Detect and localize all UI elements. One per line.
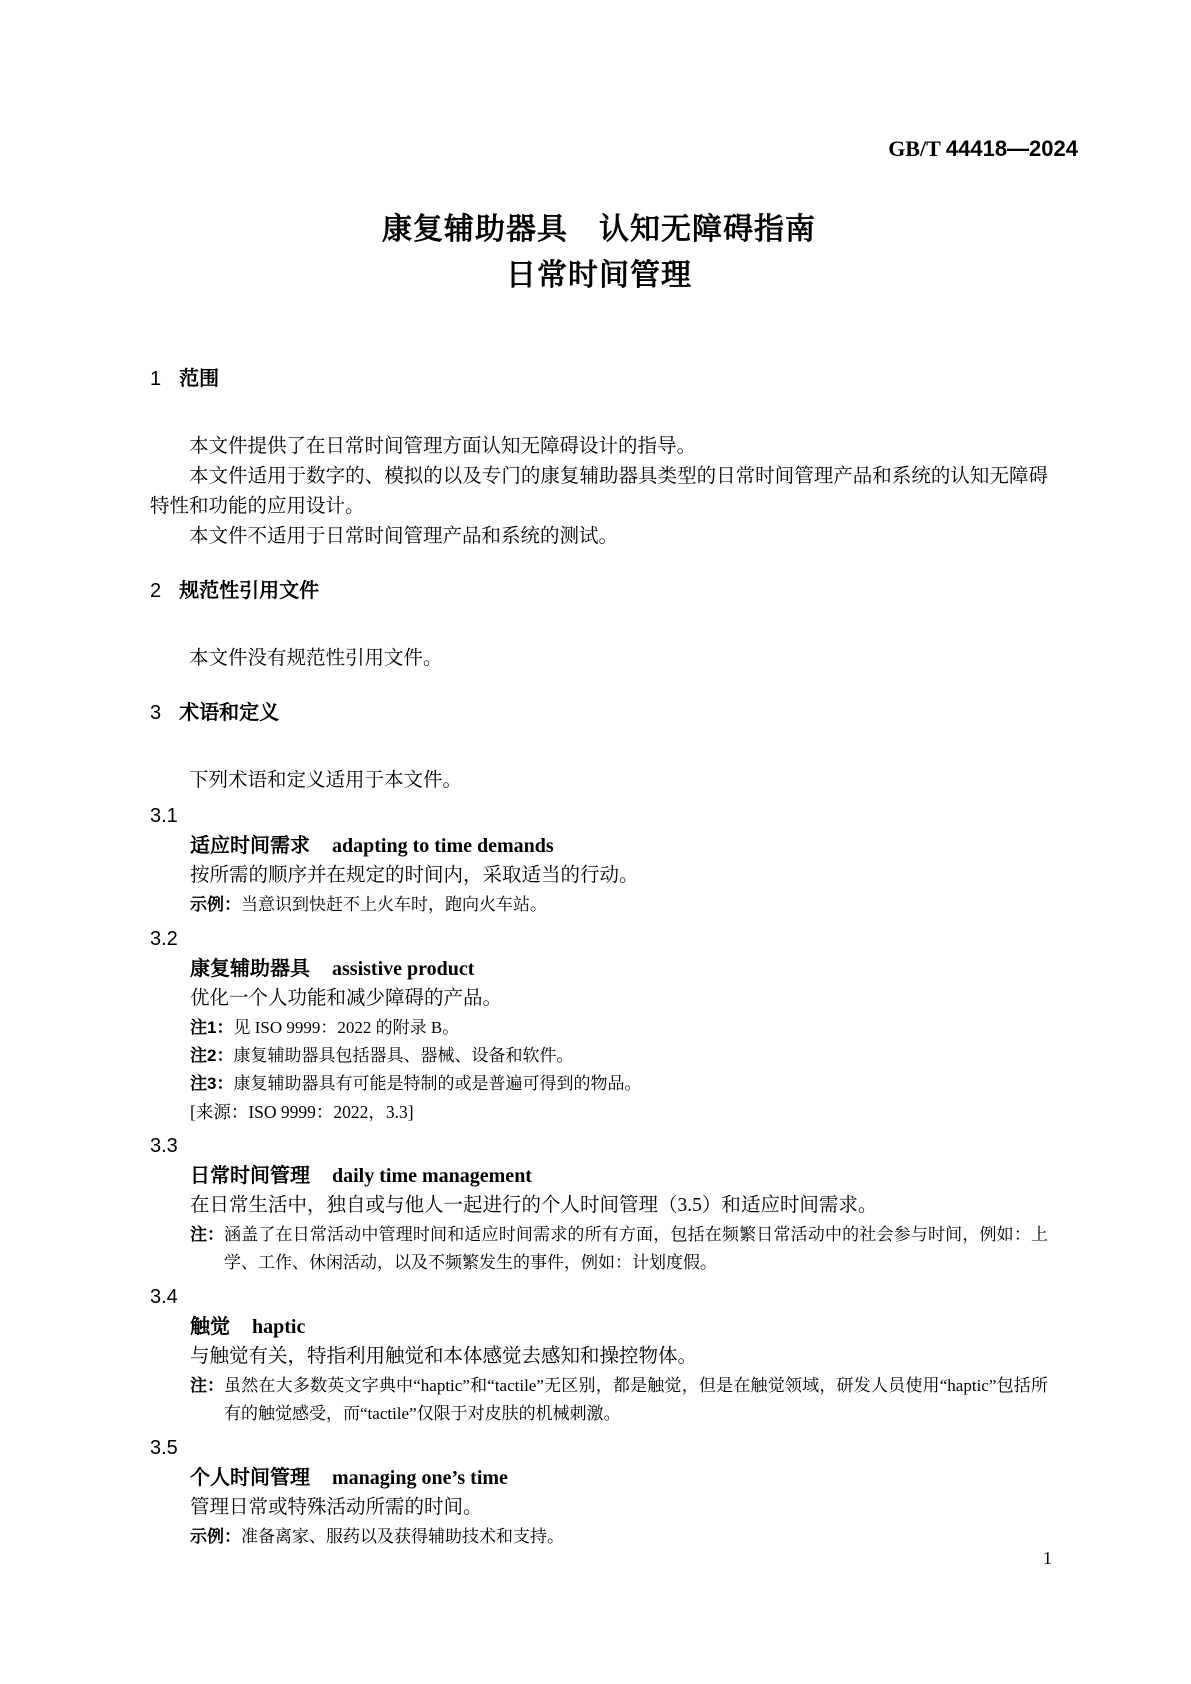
clause-2-title: 规范性引用文件 bbox=[179, 580, 320, 602]
clause-3-title: 术语和定义 bbox=[179, 702, 280, 724]
clause-2-paragraph-1: 本文件没有规范性引用文件。 bbox=[189, 648, 443, 669]
doc-title-line-1: 康复辅助器具 认知无障碍指南 bbox=[382, 213, 816, 246]
term-title-zh: 个人时间管理 bbox=[190, 1467, 310, 1489]
clause-3-heading bbox=[150, 702, 1048, 724]
term-3-2 bbox=[150, 924, 1048, 1126]
clause-1-heading bbox=[150, 368, 1048, 390]
term-definition: 在日常生活中，独自或与他人一起进行的个人时间管理（3.5）和适应时间需求。 bbox=[190, 1195, 878, 1216]
term-3-1 bbox=[150, 801, 1048, 919]
term-3-5 bbox=[150, 1433, 1048, 1551]
term-heading bbox=[150, 1463, 1048, 1493]
note-text: 涵盖了在日常活动中管理时间和适应时间需求的所有方面，包括在频繁日常活动中的社会参与时间，例如：上学、工作、休闲活动，以及不频繁发生的事件，例如：计划度假。 bbox=[224, 1225, 1048, 1272]
clause-2-heading bbox=[150, 580, 1048, 602]
note-text: 虽然在大多数英文字典中“haptic”和“tactile”无区别，都是触觉，但是在触觉领域，研发人员使用“haptic”包括所有的触觉感受，而“tactile”仅限于对皮肤的机械刺激。 bbox=[224, 1376, 1048, 1423]
term-note bbox=[150, 1372, 1048, 1428]
term-heading bbox=[150, 954, 1048, 984]
term-title-en: assistive product bbox=[332, 958, 475, 980]
note-label: 注2： bbox=[190, 1046, 234, 1065]
term-title-zh: 康复辅助器具 bbox=[190, 958, 310, 980]
term-title-en: adapting to time demands bbox=[332, 835, 554, 857]
note-label: 注3： bbox=[190, 1074, 234, 1093]
note-label: 注： bbox=[190, 1376, 224, 1395]
clause-2-number: 2 bbox=[150, 580, 162, 602]
clause-3-number: 3 bbox=[150, 702, 162, 724]
term-title-zh: 适应时间需求 bbox=[190, 835, 310, 857]
doc-code-prefix: GB/T bbox=[888, 136, 941, 161]
term-number: 3.1 bbox=[150, 805, 178, 827]
note-text: 康复辅助器具有可能是特制的或是普遍可得到的物品。 bbox=[233, 1074, 642, 1093]
term-3-4 bbox=[150, 1282, 1048, 1428]
note-text: 康复辅助器具包括器具、器械、设备和软件。 bbox=[233, 1046, 574, 1065]
term-example bbox=[150, 891, 1048, 919]
term-number: 3.3 bbox=[150, 1135, 178, 1157]
term-note-2 bbox=[150, 1042, 1048, 1070]
term-title-zh: 日常时间管理 bbox=[190, 1165, 310, 1187]
term-note-1 bbox=[150, 1014, 1048, 1042]
clause-1-paragraph-2: 本文件适用于数字的、模拟的以及专门的康复辅助器具类型的日常时间管理产品和系统的认知无障碍特性和功能的应用设计。 bbox=[150, 466, 1048, 517]
note-label: 注1： bbox=[190, 1018, 234, 1037]
term-definition: 按所需的顺序并在规定的时间内，采取适当的行动。 bbox=[190, 865, 639, 886]
term-example bbox=[150, 1523, 1048, 1551]
note-text: 见 ISO 9999：2022 的附录 B。 bbox=[233, 1018, 460, 1037]
term-number: 3.4 bbox=[150, 1286, 178, 1308]
term-definition: 管理日常或特殊活动所需的时间。 bbox=[190, 1497, 483, 1518]
term-note-3 bbox=[150, 1070, 1048, 1098]
page-number: 1 bbox=[1043, 1548, 1052, 1568]
clause-1-paragraph-1: 本文件提供了在日常时间管理方面认知无障碍设计的指导。 bbox=[189, 436, 697, 457]
page-content bbox=[0, 138, 1191, 1551]
clause-1-title: 范围 bbox=[179, 368, 220, 390]
doc-title-line-2: 日常时间管理 bbox=[506, 259, 692, 292]
term-title-zh: 触觉 bbox=[190, 1316, 230, 1338]
term-heading bbox=[150, 831, 1048, 861]
term-3-3 bbox=[150, 1131, 1048, 1277]
term-definition: 优化一个人功能和减少障碍的产品。 bbox=[190, 988, 503, 1009]
clause-3-intro: 下列术语和定义适用于本文件。 bbox=[189, 770, 463, 791]
doc-title bbox=[150, 207, 1048, 299]
term-source: [来源：ISO 9999：2022，3.3] bbox=[190, 1102, 414, 1122]
clause-1-number: 1 bbox=[150, 368, 162, 390]
example-text: 准备离家、服药以及获得辅助技术和支持。 bbox=[241, 1527, 564, 1546]
term-heading bbox=[150, 1312, 1048, 1342]
term-number: 3.5 bbox=[150, 1437, 178, 1459]
clause-1-paragraph-3: 本文件不适用于日常时间管理产品和系统的测试。 bbox=[189, 526, 619, 547]
term-title-en: managing one’s time bbox=[332, 1467, 508, 1489]
note-label: 注： bbox=[190, 1225, 224, 1244]
example-label: 示例： bbox=[190, 1527, 241, 1546]
term-note bbox=[150, 1221, 1048, 1277]
doc-code bbox=[150, 138, 1078, 160]
term-title-en: daily time management bbox=[332, 1165, 532, 1187]
example-text: 当意识到快赶不上火车时，跑向火车站。 bbox=[241, 895, 547, 914]
doc-code-number: 44418—2024 bbox=[945, 136, 1078, 161]
example-label: 示例： bbox=[190, 895, 241, 914]
term-definition: 与触觉有关，特指利用触觉和本体感觉去感知和操控物体。 bbox=[190, 1346, 698, 1367]
term-heading bbox=[150, 1161, 1048, 1191]
term-number: 3.2 bbox=[150, 928, 178, 950]
term-title-en: haptic bbox=[252, 1316, 306, 1338]
